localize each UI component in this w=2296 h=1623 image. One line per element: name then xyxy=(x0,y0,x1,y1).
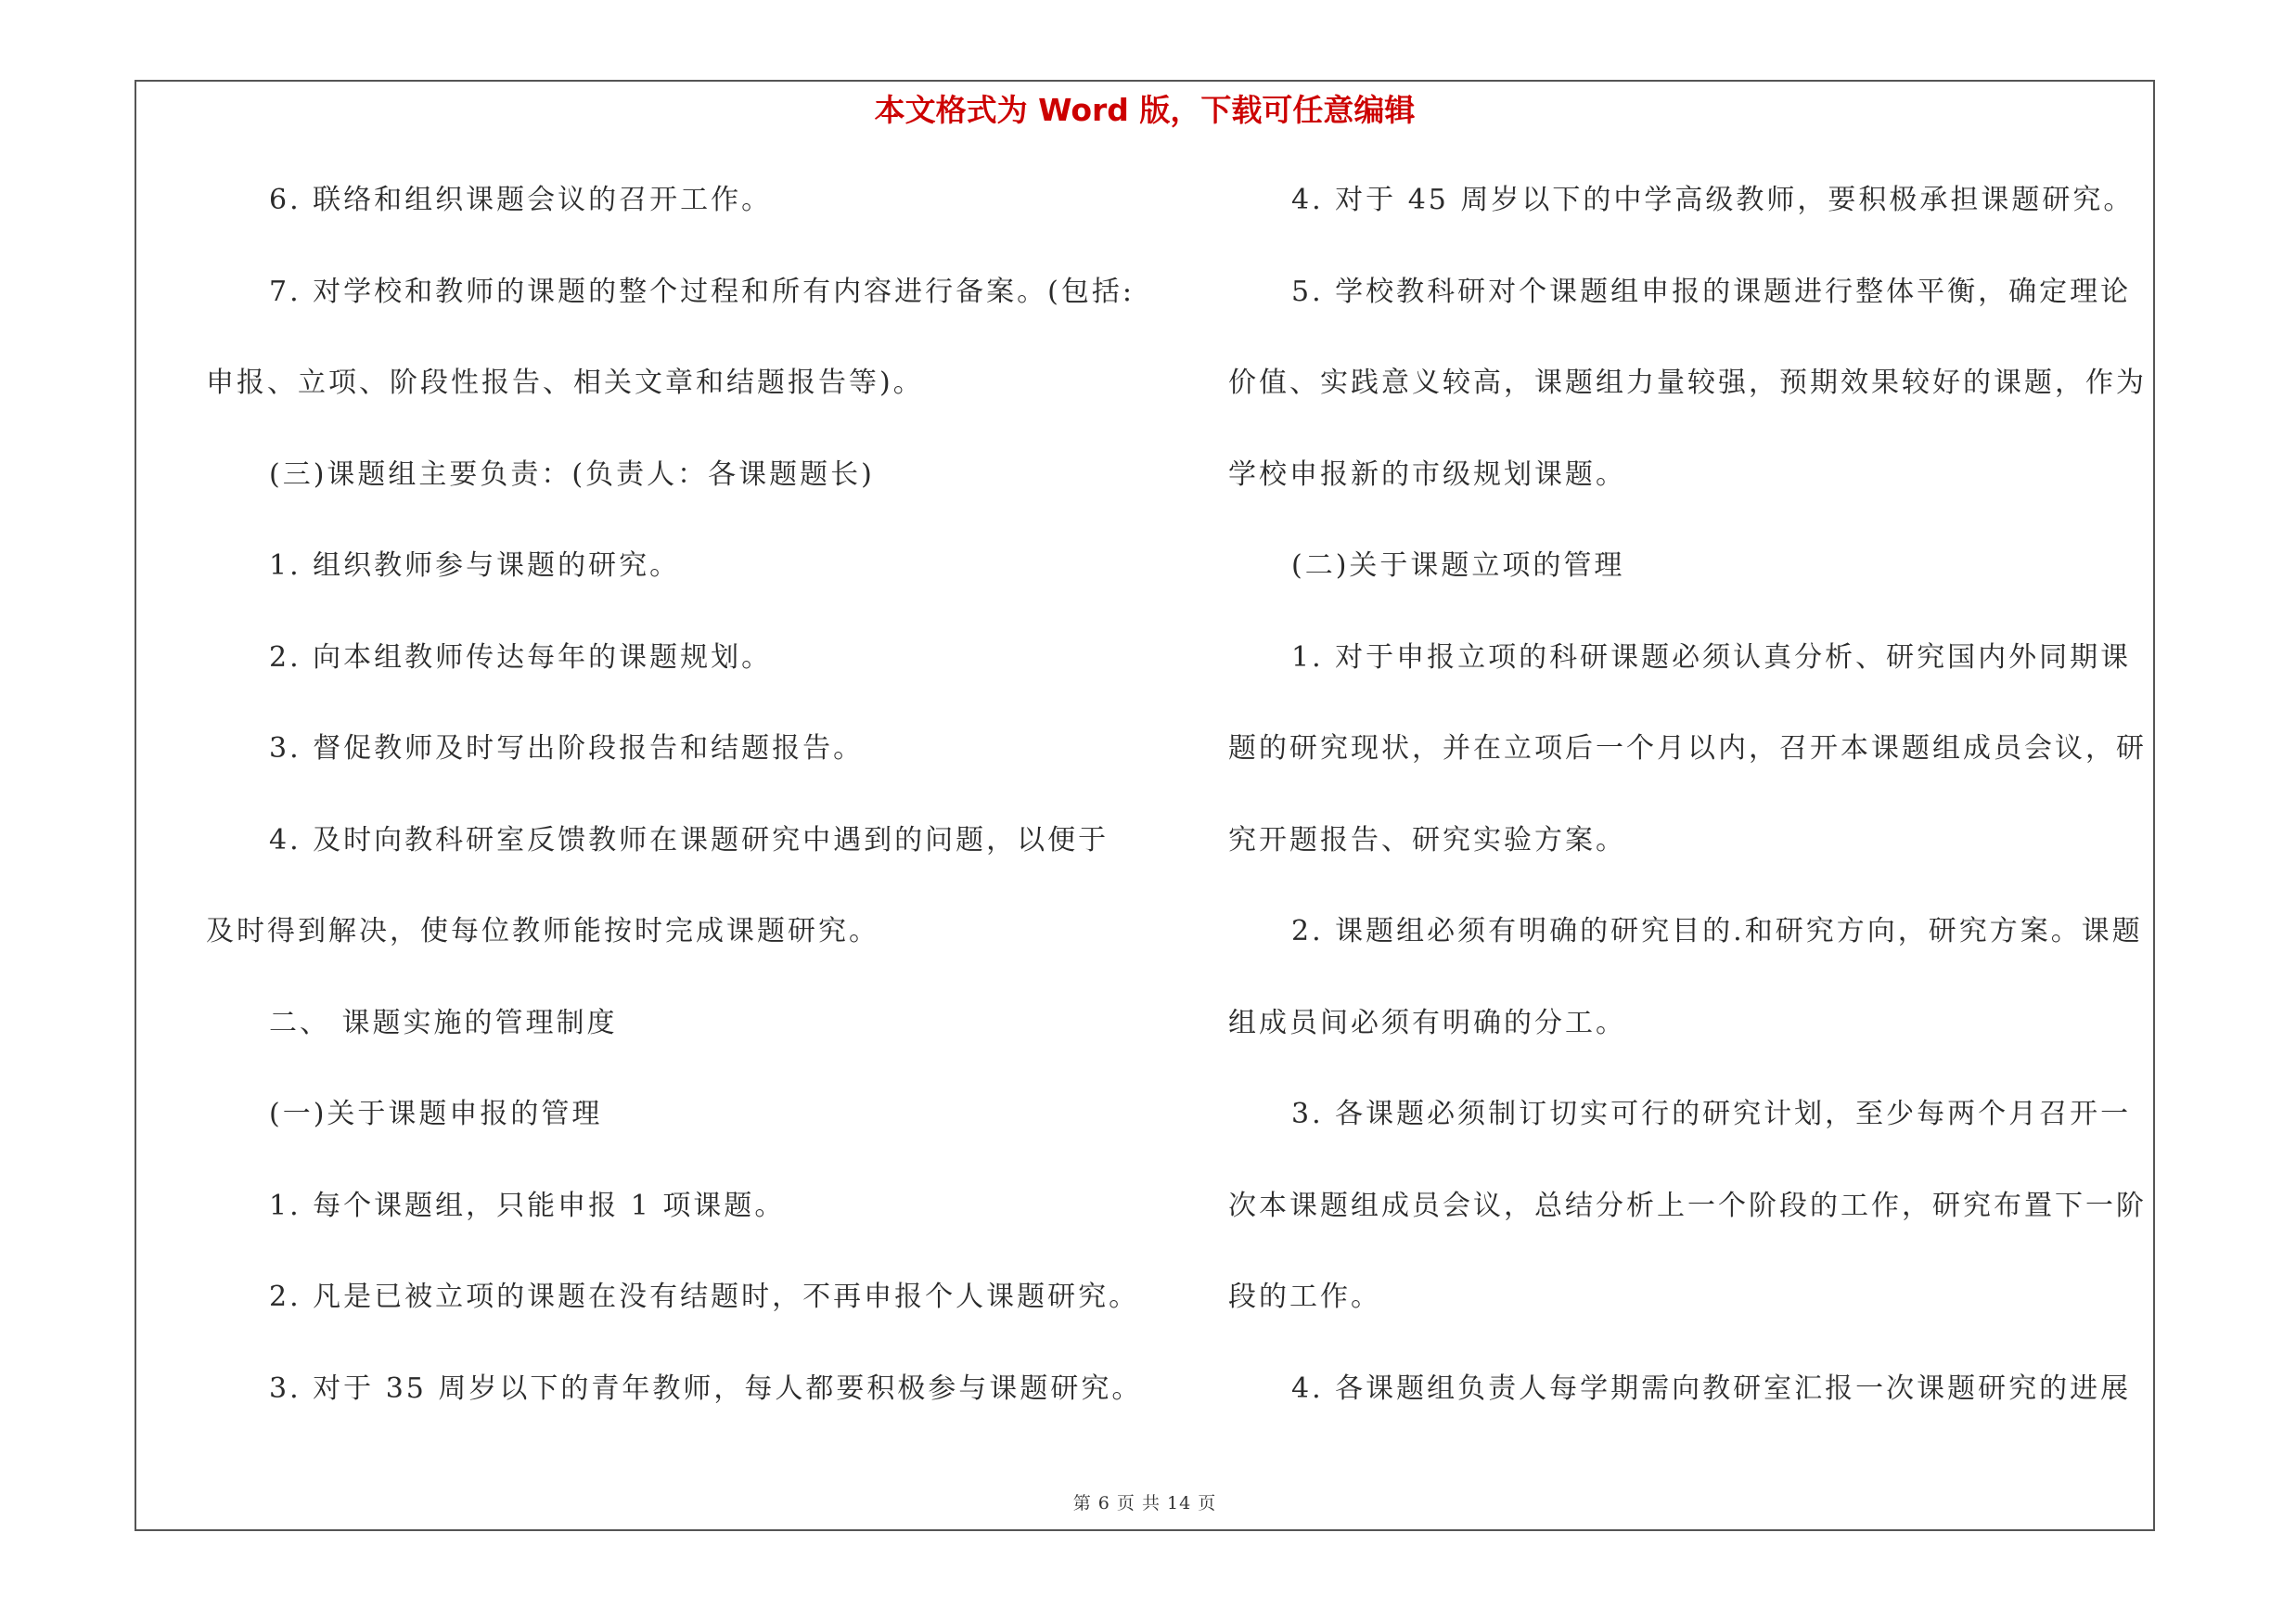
text-line: 及时得到解决，使每位教师能按时完成课题研究。 xyxy=(206,915,879,947)
text-line: 1. 组织教师参与课题的研究。 xyxy=(269,549,681,582)
text-line: 4. 及时向教科研室反馈教师在课题研究中遇到的问题，以便于 xyxy=(269,824,1110,857)
text-line: 1. 每个课题组，只能申报 1 项课题。 xyxy=(269,1190,786,1222)
text-line: 3. 对于 35 周岁以下的青年教师，每人都要积极参与课题研究。 xyxy=(269,1372,1143,1405)
text-line: 4. 各课题组负责人每学期需向教研室汇报一次课题研究的进展 xyxy=(1291,1372,2132,1405)
text-line: 7. 对学校和教师的课题的整个过程和所有内容进行备案。(包括: xyxy=(269,276,1135,308)
text-line: 次本课题组成员会议，总结分析上一个阶段的工作，研究布置下一阶 xyxy=(1228,1190,2147,1222)
text-line: 2. 课题组必须有明确的研究目的.和研究方向，研究方案。课题 xyxy=(1291,915,2143,947)
text-line: 3. 督促教师及时写出阶段报告和结题报告。 xyxy=(269,732,865,765)
text-line: (三)课题组主要负责：(负责人：各课题题长) xyxy=(269,458,875,491)
text-line: 1. 对于申报立项的科研课题必须认真分析、研究国内外同期课 xyxy=(1291,641,2132,674)
text-line: 3. 各课题必须制订切实可行的研究计划，至少每两个月召开一 xyxy=(1291,1098,2132,1130)
text-line: (二)关于课题立项的管理 xyxy=(1291,549,1625,582)
text-line: 价值、实践意义较高，课题组力量较强，预期效果较好的课题，作为 xyxy=(1228,367,2147,399)
text-line: 究开题报告、研究实验方案。 xyxy=(1228,824,1626,857)
document-header: 本文格式为 Word 版，下载可任意编辑 xyxy=(874,92,1416,128)
text-line: 段的工作。 xyxy=(1228,1281,1381,1313)
text-line: 二、 课题实施的管理制度 xyxy=(269,1007,618,1039)
text-line: 组成员间必须有明确的分工。 xyxy=(1228,1007,1626,1039)
text-line: 6. 联络和组织课题会议的召开工作。 xyxy=(269,184,773,216)
page-number: 第 6 页 共 14 页 xyxy=(1072,1493,1217,1514)
text-line: 5. 学校教科研对个课题组申报的课题进行整体平衡，确定理论 xyxy=(1291,276,2132,308)
text-line: 申报、立项、阶段性报告、相关文章和结题报告等)。 xyxy=(206,367,924,399)
text-line: 学校申报新的市级规划课题。 xyxy=(1228,458,1626,491)
text-line: (一)关于课题申报的管理 xyxy=(269,1098,603,1130)
text-line: 4. 对于 45 周岁以下的中学高级教师，要积极承担课题研究。 xyxy=(1291,184,2135,216)
text-line: 题的研究现状，并在立项后一个月以内，召开本课题组成员会议，研 xyxy=(1228,732,2147,765)
text-line: 2. 向本组教师传达每年的课题规划。 xyxy=(269,641,773,674)
text-line: 2. 凡是已被立项的课题在没有结题时，不再申报个人课题研究。 xyxy=(269,1281,1140,1313)
